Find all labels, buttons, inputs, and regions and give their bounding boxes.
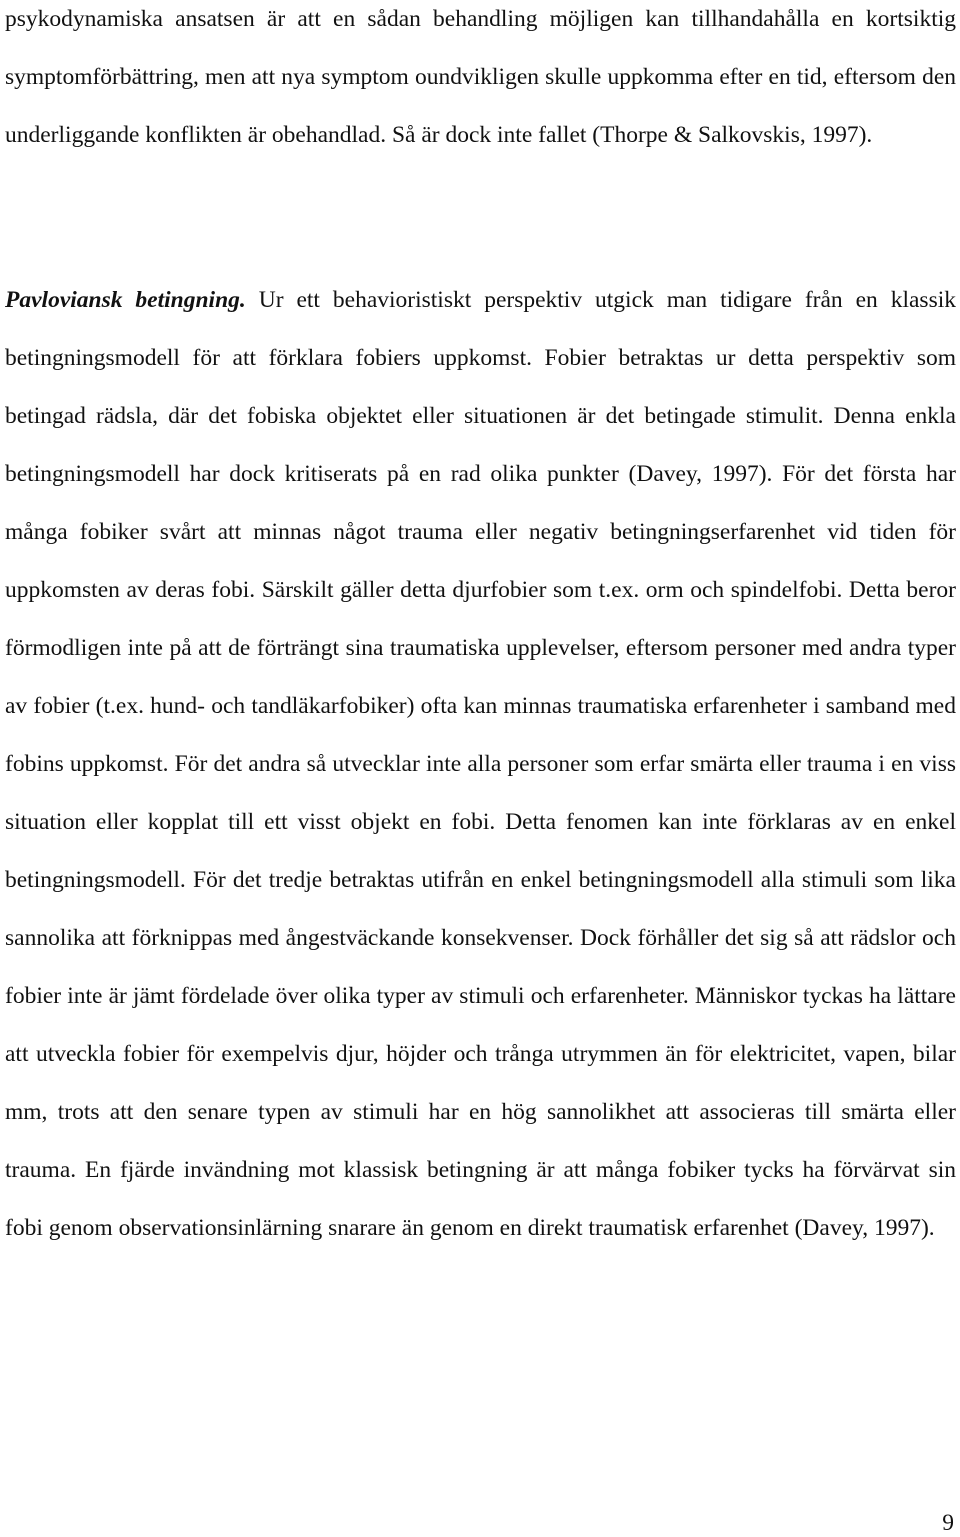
page-number: 9: [942, 1510, 954, 1536]
paragraph-pavlovian: [5, 271, 956, 1257]
section-heading-pavloviansk-betingning: Pavloviansk betingning.: [5, 287, 246, 313]
paragraph-intro: psykodynamiska ansatsen är att en sådan behandling möjligen kan tillhandahålla en kortsiktig symptomförbättring, men att nya symptom oundvikligen skulle uppkomma efter en tid, eftersom den underliggande konflikten är obehandlad. Så är dock inte fallet (Thorpe & Salkovskis, 1997).: [5, 6, 956, 148]
paragraph-pavlovian-body: Ur ett behavioristiskt perspektiv utgick man tidigare från en klassik betingningsmodell för att förklara fobiers uppkomst. Fobier betraktas ur detta perspektiv som betingad rädsla, där det fobiska objektet eller situationen är det betingade stimulit. Denna enkla betingningsmodell har dock kritiserats på en rad olika punkter (Davey, 1997). För det första har många fobiker svårt att minnas något trauma eller negativ betingningserfarenhet vid tiden för uppkomsten av deras fobi. Särskilt gäller detta djurfobier som t.ex. orm och spindelfobi. Detta beror förmodligen inte på att de förträngt sina traumatiska upplevelser, eftersom personer med andra typer av fobier (t.ex. hund- och tandläkarfobiker) ofta kan minnas traumatiska erfarenheter i samband med fobins uppkomst. För det andra så utvecklar inte alla personer som erfar smärta eller trauma i en viss situation eller kopplat till ett visst objekt en fobi. Detta fenomen kan inte förklaras av en enkel betingningsmodell. För det tredje betraktas utifrån en enkel betingningsmodell alla stimuli som lika sannolika att förknippas med ångestväckande konsekvenser. Dock förhåller det sig så att rädslor och fobier inte är jämt fördelade över olika typer av stimuli och erfarenheter. Människor tyckas ha lättare att utveckla fobier för exempelvis djur, höjder och trånga utrymmen än för elektricitet, vapen, bilar mm, trots att den senare typen av stimuli har en hög sannolikhet att associeras till smärta eller trauma. En fjärde invändning mot klassisk betingning är att många fobiker tycks ha förvärvat sin fobi genom observationsinlärning snarare än genom en direkt traumatisk erfarenhet (Davey, 1997).: [5, 287, 956, 1241]
